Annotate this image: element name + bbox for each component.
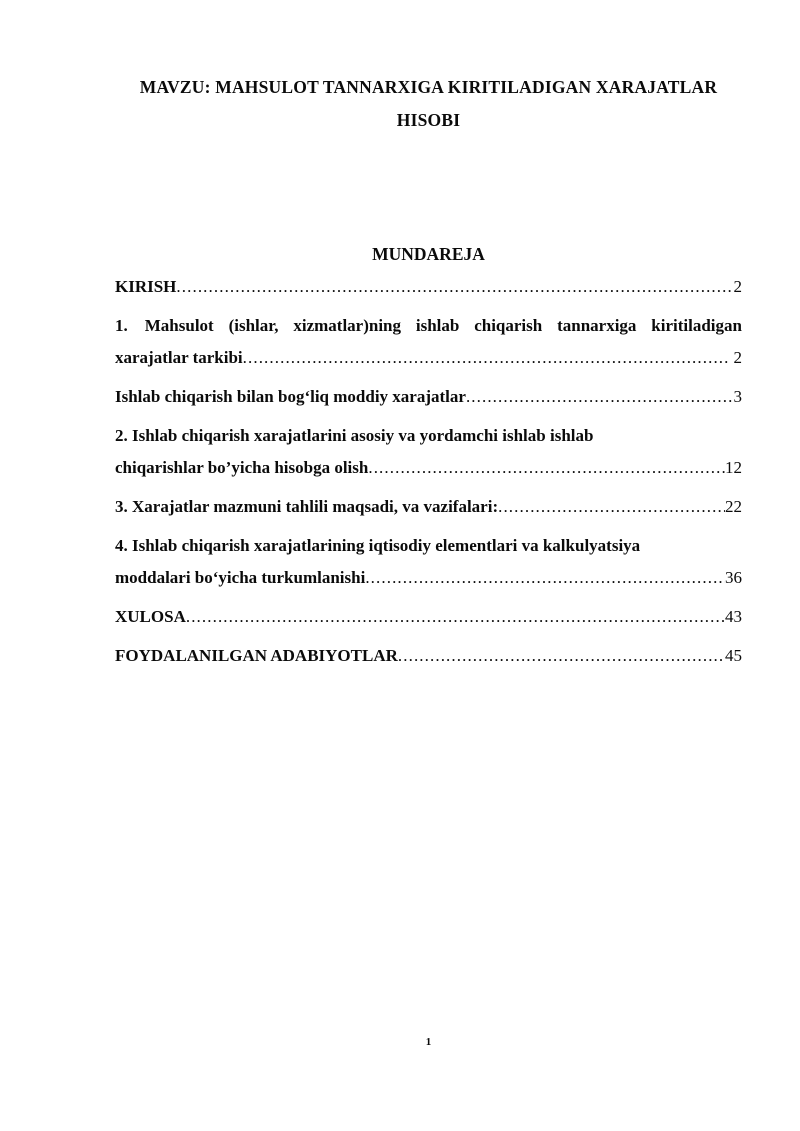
toc-entry-xulosa[interactable]	[115, 601, 742, 633]
toc-entry-label: 1. Mahsulot (ishlar, xizmatlar)ning ishlab chiqarish tannarxiga kiritiladigan	[115, 316, 742, 335]
toc-entry-label: moddalari bo‘yicha turkumlanishi	[115, 568, 366, 587]
toc-page-number: 22	[725, 497, 742, 516]
toc-heading: MUNDAREJA	[372, 244, 485, 264]
toc-entry-label: 4. Ishlab chiqarish xarajatlarining iqtisodiy elementlari va kalkulyatsiya	[115, 536, 641, 555]
toc-entry-1[interactable]	[115, 310, 742, 374]
dot-leader	[176, 271, 733, 303]
footer-page-number: 1	[425, 1036, 432, 1048]
table-of-contents	[115, 271, 742, 672]
toc-entry-adabiyotlar[interactable]	[115, 640, 742, 672]
toc-page-number: 2	[733, 277, 742, 296]
toc-entry-label: xarajatlar tarkibi	[115, 348, 243, 367]
toc-entry-2[interactable]	[115, 420, 742, 484]
toc-entry-label: Ishlab chiqarish bilan bog‘liq moddiy xarajatlar	[115, 387, 466, 406]
dot-leader	[466, 381, 734, 413]
toc-entry-label: KIRISH	[115, 277, 177, 296]
toc-page-number: 45	[725, 646, 742, 665]
dot-leader	[243, 342, 730, 374]
dot-leader	[186, 601, 725, 633]
toc-entry-label: 3. Xarajatlar mazmuni tahlili maqsadi, va vazifalari:	[115, 497, 499, 516]
toc-page-number: 43	[725, 607, 742, 626]
document-title-line-2: HISOBI	[396, 110, 461, 130]
toc-page-number: 3	[733, 387, 742, 406]
dot-leader	[368, 452, 725, 484]
toc-entry-3[interactable]	[115, 491, 742, 523]
toc-entry-moddiy-xarajatlar[interactable]	[115, 381, 742, 413]
toc-entry-label: chiqarishlar bo’yicha hisobga olish	[115, 458, 369, 477]
document-title-line-1: MAVZU: MAHSULOT TANNARXIGA KIRITILADIGAN XARAJATLAR	[139, 77, 718, 97]
toc-page-number: 2	[729, 348, 742, 367]
dot-leader	[365, 562, 725, 594]
toc-entry-kirish[interactable]	[115, 271, 742, 303]
toc-entry-label: XULOSA	[115, 607, 186, 626]
toc-entry-label: FOYDALANILGAN ADABIYOTLAR	[115, 646, 398, 665]
dot-leader	[398, 640, 725, 672]
toc-page-number: 12	[725, 458, 742, 477]
toc-entry-4[interactable]	[115, 530, 742, 594]
dot-leader	[498, 491, 725, 523]
document-title	[115, 71, 742, 137]
toc-entry-label: 2. Ishlab chiqarish xarajatlarini asosiy va yordamchi ishlab ishlab	[115, 426, 594, 445]
toc-page-number: 36	[725, 568, 742, 587]
